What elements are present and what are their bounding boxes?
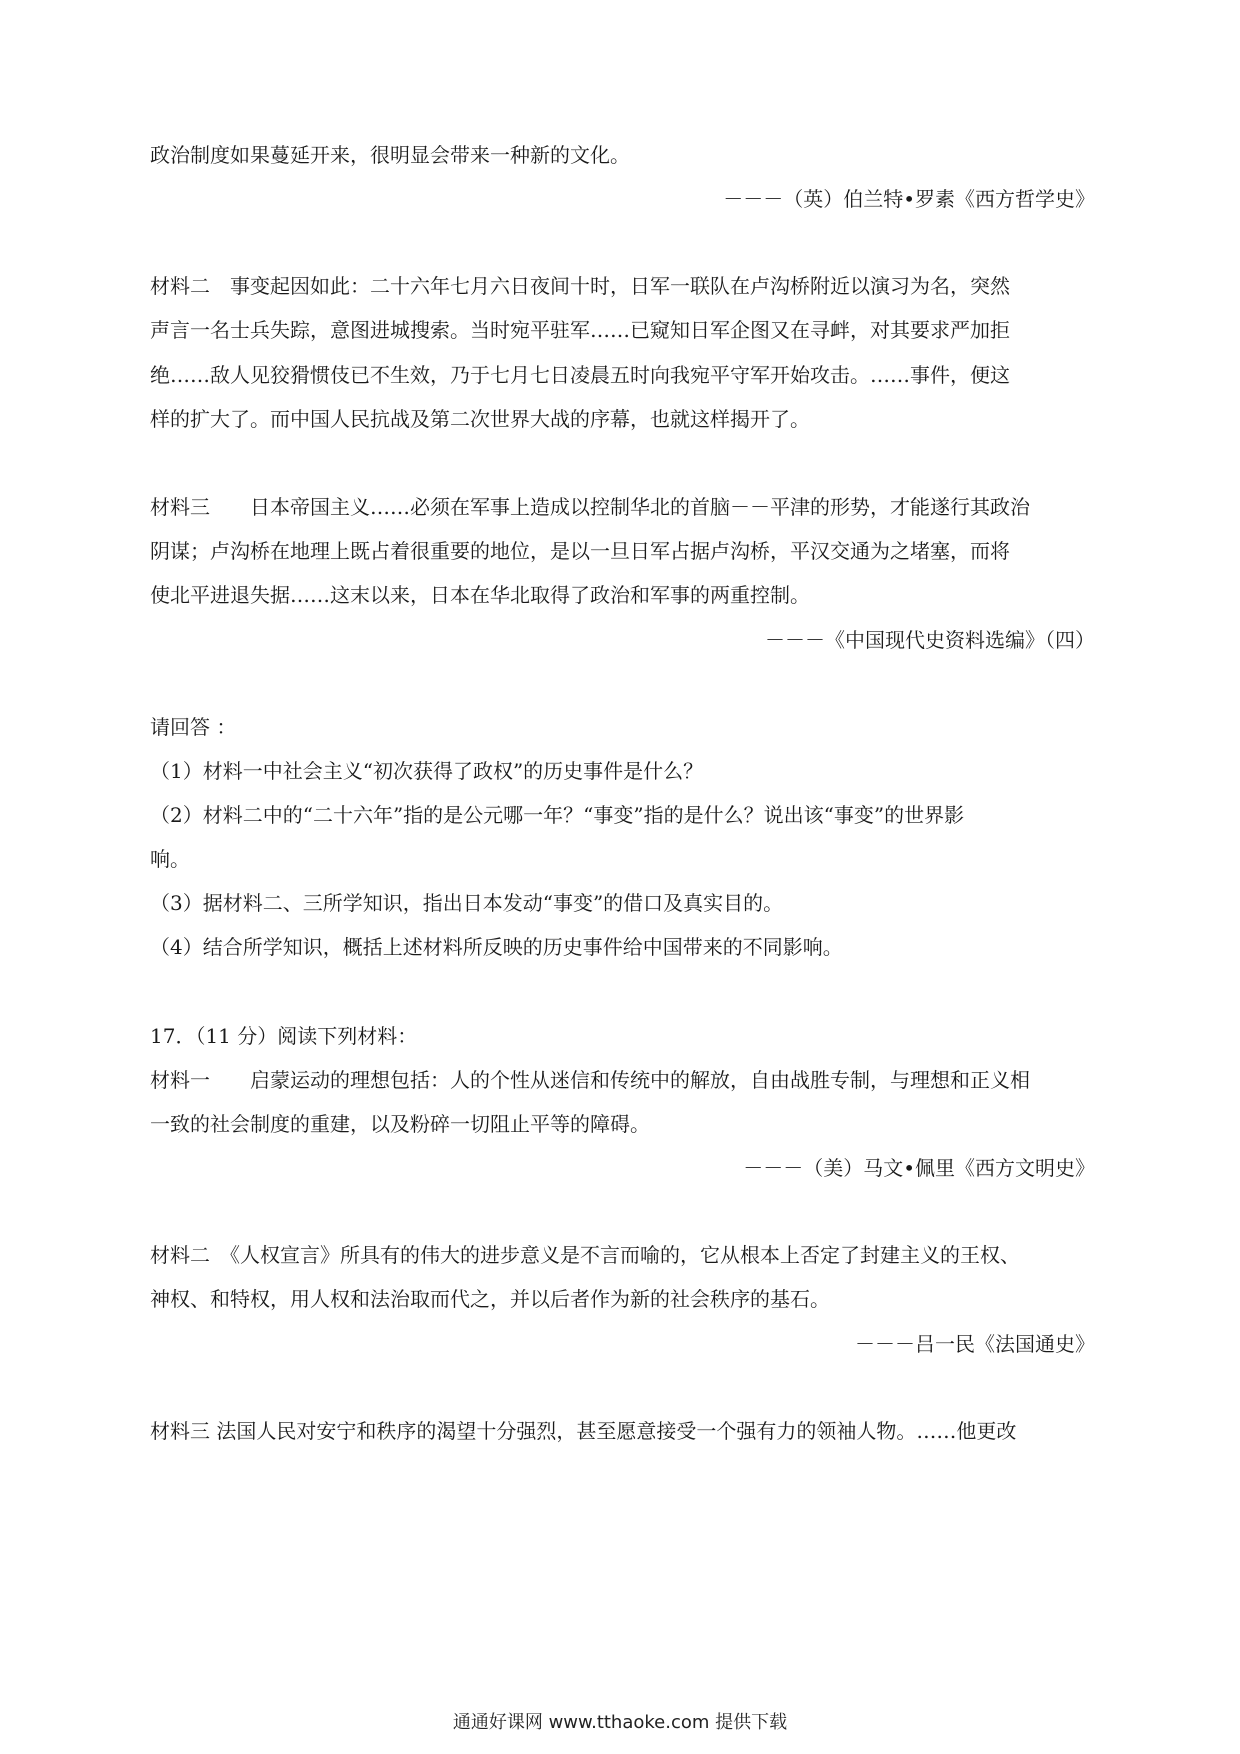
- question-item: （2）材料二中的“二十六年”指的是公元哪一年？“事变”指的是什么？说出该“事变”的世界影: [150, 803, 965, 827]
- question-heading: 请回答 ：: [150, 715, 237, 739]
- question-item: （4）结合所学知识，概括上述材料所反映的历史事件给中国带来的不同影响。: [150, 935, 843, 959]
- citation-line: －－－（英）伯兰特•罗素《西方哲学史》: [723, 187, 1095, 211]
- text-line: 声言一名士兵失踪，意图进城搜索。当时宛平驻军……已窥知日军企图又在寻衅，对其要求严加拒: [150, 318, 1010, 342]
- text-line: 样的扩大了。而中国人民抗战及第二次世界大战的序幕，也就这样揭开了。: [150, 407, 810, 431]
- citation-line: －－－（美）马文•佩里《西方文明史》: [743, 1156, 1095, 1180]
- text-line: 一致的社会制度的重建，以及粉碎一切阻止平等的障碍。: [150, 1112, 650, 1136]
- text-line: 神权、和特权，用人权和法治取而代之，并以后者作为新的社会秩序的基石。: [150, 1287, 830, 1311]
- text-line: 材料三 法国人民对安宁和秩序的渴望十分强烈，甚至愿意接受一个强有力的领袖人物。……他更改: [150, 1419, 1017, 1443]
- text-line: 政治制度如果蔓延开来，很明显会带来一种新的文化。: [150, 143, 630, 167]
- page-footer: 通通好课网 www.tthaoke.com 提供下载: [452, 1712, 788, 1733]
- text-line: 材料一 启蒙运动的理想包括：人的个性从迷信和传统中的解放，自由战胜专制，与理想和正义相: [150, 1068, 1030, 1092]
- citation-line: －－－《中国现代史资料选编》（四）: [765, 628, 1095, 652]
- question-item: 响。: [150, 847, 190, 871]
- text-line: 使北平进退失据……这末以来，日本在华北取得了政治和军事的两重控制。: [150, 583, 810, 607]
- question-item: （1）材料一中社会主义“初次获得了政权”的历史事件是什么？: [150, 759, 704, 783]
- question-number-heading: 17．（11 分）阅读下列材料：: [150, 1024, 418, 1048]
- text-line: 材料二 事变起因如此：二十六年七月六日夜间十时，日军一联队在卢沟桥附近以演习为名，突然: [150, 274, 1010, 298]
- question-item: （3）据材料二、三所学知识，指出日本发动“事变”的借口及真实目的。: [150, 891, 784, 915]
- text-line: 材料二 《人权宣言》所具有的伟大的进步意义是不言而喻的，它从根本上否定了封建主义的王权、: [150, 1243, 1020, 1267]
- text-line: 绝……敌人见狡猾惯伎已不生效，乃于七月七日凌晨五时向我宛平守军开始攻击。……事件，便这: [150, 363, 1010, 387]
- text-line: 材料三 日本帝国主义……必须在军事上造成以控制华北的首脑－－平津的形势，才能遂行其政治: [150, 495, 1030, 519]
- text-line: 阴谋；卢沟桥在地理上既占着很重要的地位，是以一旦日军占据卢沟桥，平汉交通为之堵塞，而将: [150, 539, 1010, 563]
- citation-line: －－－吕一民《法国通史》: [855, 1332, 1095, 1356]
